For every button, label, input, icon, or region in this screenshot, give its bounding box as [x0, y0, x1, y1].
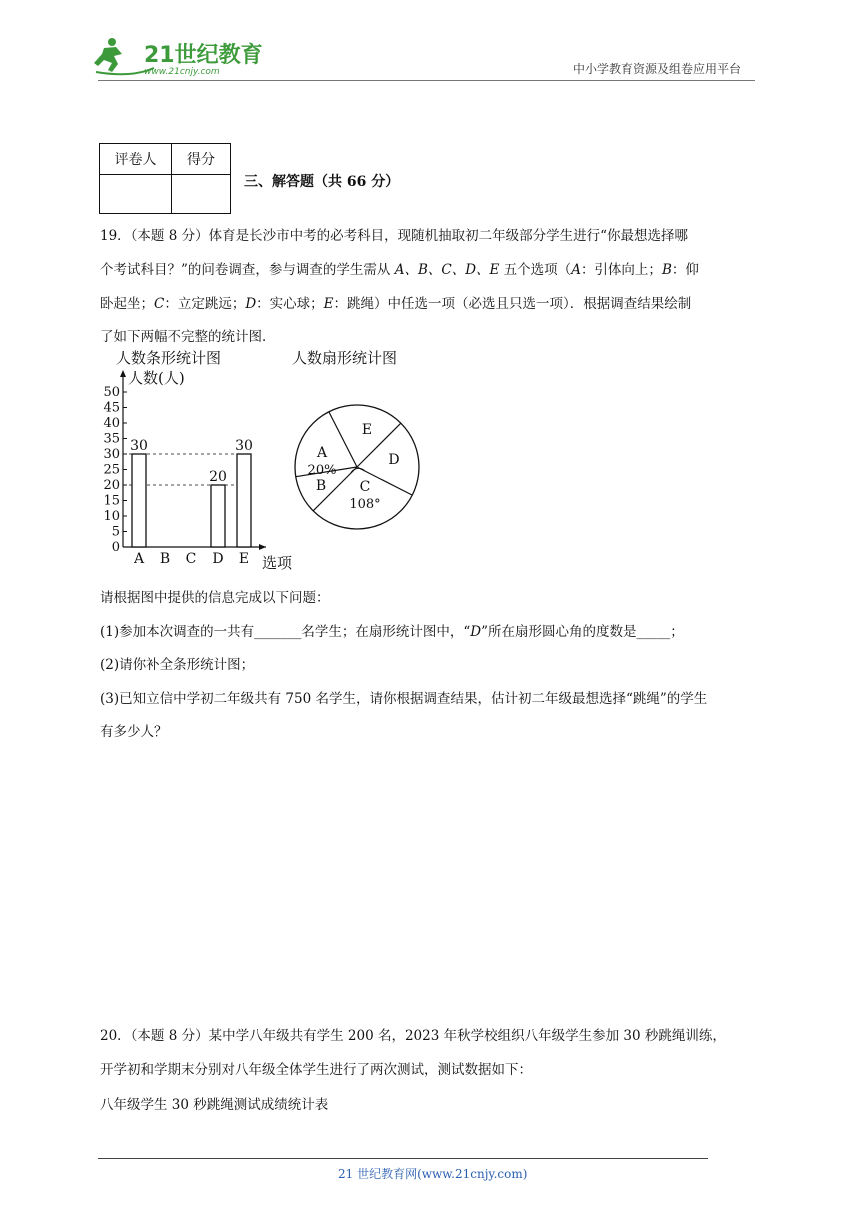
y-axis-arrow — [120, 370, 126, 377]
q19-part-3-line-1: (3)已知立信中学初二年级共有 750 名学生，请你根据调查结果，估计初二年级最想选择“跳绳”的学生 — [100, 691, 708, 707]
y-tick-label: 45 — [103, 400, 120, 416]
logo-runner-icon — [92, 34, 262, 80]
section-title: 三、解答题（共 66 分） — [244, 174, 400, 190]
pie-slice-label: C — [359, 479, 371, 495]
x-tick-label: A — [133, 551, 145, 567]
score-box-grader-cell[interactable] — [100, 175, 172, 214]
q19-line-2: 个考试科目？”的问卷调查，参与调查的学生需从 A、B、C、D、E 五个选项（A：引体向上；B：仰 — [100, 262, 699, 278]
bar-chart-ylabel: 人数(人) — [128, 369, 185, 387]
footer-divider — [98, 1158, 708, 1159]
header-platform-text: 中小学教育资源及组卷应用平台 — [573, 62, 742, 76]
pie-chart — [295, 405, 419, 529]
bar-data-label: 20 — [209, 469, 227, 485]
y-tick-label: 0 — [111, 540, 120, 555]
y-tick-label: 20 — [103, 478, 120, 493]
logo-url: www.21cnjy.com — [144, 67, 220, 77]
x-axis-arrow — [259, 544, 266, 550]
bar-data-label: 30 — [235, 438, 253, 454]
pie-slice-value: 20% — [307, 463, 337, 478]
logo-text: 21世纪教育 — [144, 43, 262, 68]
bar-data-label: 30 — [130, 438, 148, 454]
bar — [211, 485, 225, 547]
x-tick-label: C — [185, 551, 197, 567]
y-tick-label: 15 — [103, 493, 120, 509]
q19-part-2: (2)请你补全条形统计图； — [100, 657, 255, 673]
header-divider — [98, 80, 755, 81]
pie-slice-label: D — [388, 452, 400, 468]
y-tick-label: 30 — [103, 447, 120, 462]
q19-figures — [96, 344, 436, 580]
y-tick-label: 5 — [111, 524, 120, 540]
q20-line-2: 开学初和学期末分别对八年级全体学生进行了两次测试，测试数据如下： — [100, 1062, 532, 1078]
score-box-score-cell[interactable] — [172, 175, 231, 214]
bar-chart — [103, 370, 266, 567]
q19-part-3-line-2: 有多少人？ — [100, 724, 168, 740]
pie-slice-value: 108° — [349, 497, 381, 512]
q20-table-title: 八年级学生 30 秒跳绳测试成绩统计表 — [100, 1097, 329, 1113]
bar-chart-title: 人数条形统计图 — [116, 349, 222, 367]
y-tick-label: 50 — [103, 385, 120, 400]
y-tick-label: 35 — [103, 431, 120, 447]
pie-slice-label: A — [316, 445, 328, 461]
q20-line-1: 20．（本题 8 分）某中学八年级共有学生 200 名，2023 年秋学校组织八年级学生参加 30 秒跳绳训练， — [100, 1028, 726, 1044]
y-tick-label: 10 — [103, 509, 120, 524]
q19-line-3: 卧起坐；C：立定跳远；D：实心球；E：跳绳）中任选一项（必选且只选一项）．根据调查结果绘制 — [100, 296, 692, 312]
x-tick-label: E — [238, 551, 250, 567]
q19-part-1: (1)参加本次调查的一共有_______名学生；在扇形统计图中，“D”所在扇形圆心角的度数是_____； — [100, 624, 684, 640]
bar — [132, 454, 146, 547]
bar — [237, 454, 251, 547]
q19-line-1: 19．（本题 8 分）体育是长沙市中考的必考科目，现随机抽取初二年级部分学生进行“你最想选择哪 — [100, 228, 689, 244]
site-logo — [92, 34, 262, 80]
pie-chart-title: 人数扇形统计图 — [292, 349, 398, 367]
score-box-score-label: 得分 — [172, 144, 231, 175]
score-box-grader-label: 评卷人 — [100, 144, 172, 175]
x-tick-label: D — [212, 551, 224, 567]
score-box — [99, 143, 231, 214]
pie-slice-label: E — [361, 422, 373, 438]
bar-chart-xlabel: 选项 — [262, 554, 293, 572]
footer-text: 21 世纪教育网(www.21cnjy.com) — [338, 1167, 528, 1181]
x-tick-label: B — [159, 551, 171, 567]
pie-slice-label: B — [315, 478, 327, 494]
q19-line-4: 了如下两幅不完整的统计图． — [100, 329, 276, 345]
y-tick-label: 25 — [103, 462, 120, 478]
y-tick-label: 40 — [103, 416, 120, 431]
q19-intro: 请根据图中提供的信息完成以下问题： — [100, 590, 330, 606]
